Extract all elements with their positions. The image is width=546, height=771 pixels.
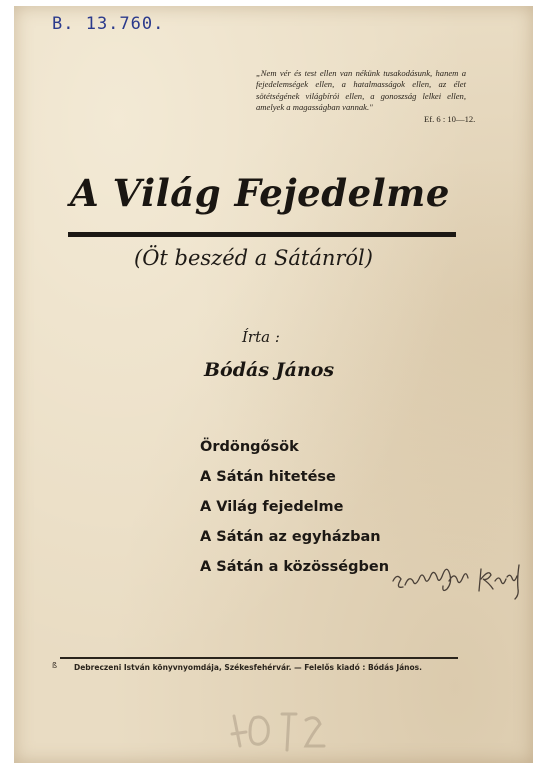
book-subtitle: (Öt beszéd a Sátánról) [134, 246, 373, 270]
handwritten-signature [389, 551, 539, 611]
faded-stamp-mark [224, 706, 334, 761]
chapter-item: A Világ fejedelme [200, 499, 344, 515]
book-title: A Világ Fejedelme [70, 171, 450, 215]
document-page [14, 6, 533, 763]
printer-imprint: Debreczeni István könyvnyomdája, Székesfehérvár. — Felelős kiadó : Bódás János. [74, 663, 422, 672]
chapter-list [200, 432, 389, 582]
chapter-item: Ördöngősök [200, 439, 299, 455]
chapter-item: A Sátán hitetése [200, 469, 336, 485]
imprint-mark: ß [52, 661, 58, 670]
epigraph-quote: „Nem vér és test ellen van nékünk tusakodásunk, hanem a fejedelemségek ellen, a hatalmasságok ellen, az élet sötétségének világbírói ellen, a gonoszság lelkei ellen, amelyek a magasságban vannak." [256, 68, 466, 113]
shelfmark-label: B. 13.760. [52, 14, 165, 34]
epigraph-reference: Ef. 6 : 10—12. [424, 114, 476, 124]
chapter-item: A Sátán a közösségben [200, 559, 390, 575]
author-name: Bódás János [204, 359, 335, 381]
title-underline [68, 232, 456, 237]
footer-rule [60, 657, 458, 659]
author-label: Írta : [242, 328, 280, 346]
chapter-item: A Sátán az egyházban [200, 529, 381, 545]
